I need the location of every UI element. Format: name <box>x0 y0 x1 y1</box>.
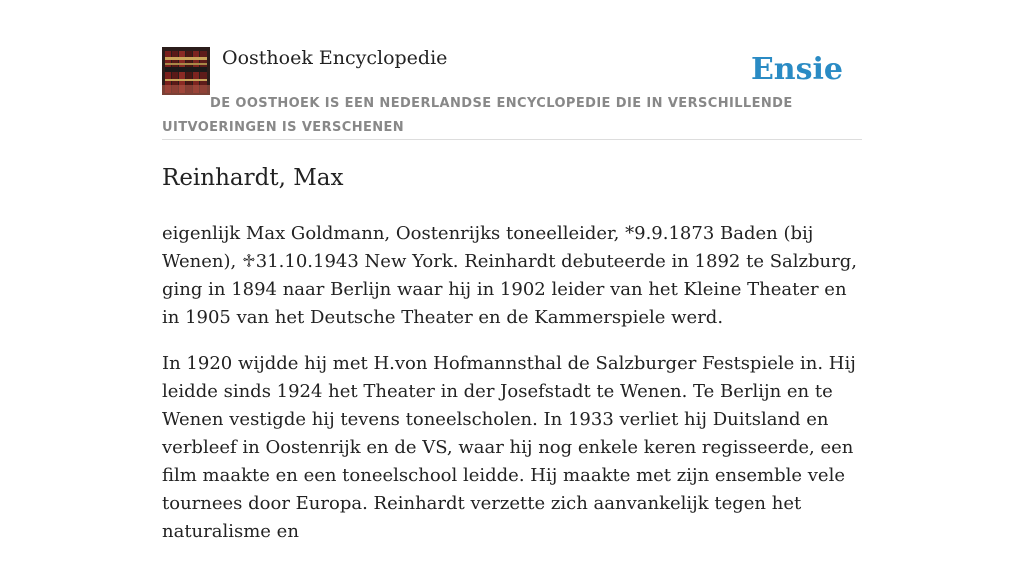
site-title[interactable]: Oosthoek Encyclopedie <box>222 47 448 69</box>
site-header <box>162 46 862 140</box>
site-avatar[interactable] <box>162 47 210 95</box>
brand-logo[interactable]: Ensie <box>750 52 843 87</box>
site-tagline: DE OOSTHOEK IS EEN NEDERLANDSE ENCYCLOPEDIE DIE IN VERSCHILLENDE UITVOERINGEN IS VERSCHENEN <box>162 96 793 135</box>
article <box>162 162 862 564</box>
article-title: Reinhardt, Max <box>162 165 344 191</box>
article-paragraph: eigenlijk Max Goldmann, Oostenrijks toneelleider, *9.9.1873 Baden (bij Wenen), ♱31.10.1943 New York. Reinhardt debuteerde in 1892 te Salzburg, ging in 1894 naar Berlijn waar hij in 1902 leider van het Kleine Theater en in 1905 van het Deutsche Theater en de Kammerspiele werd. <box>162 223 857 328</box>
encyclopedia-books-icon <box>162 47 210 95</box>
article-paragraph: In 1920 wijdde hij met H.von Hofmannsthal de Salzburger Festspiele in. Hij leidde sinds 1924 het Theater in der Josefstadt te Wenen. Te Berlijn en te Wenen vestigde hij tevens toneelscholen. In 1933 verliet hij Duitsland en verbleef in Oostenrijk en de VS, waar hij nog enkele keren regisseerde, een film maakte en een toneelschool leidde. Hij maakte met zijn ensemble vele tournees door Europa. Reinhardt verzette zich aanvankelijk tegen het naturalisme en <box>162 353 856 542</box>
